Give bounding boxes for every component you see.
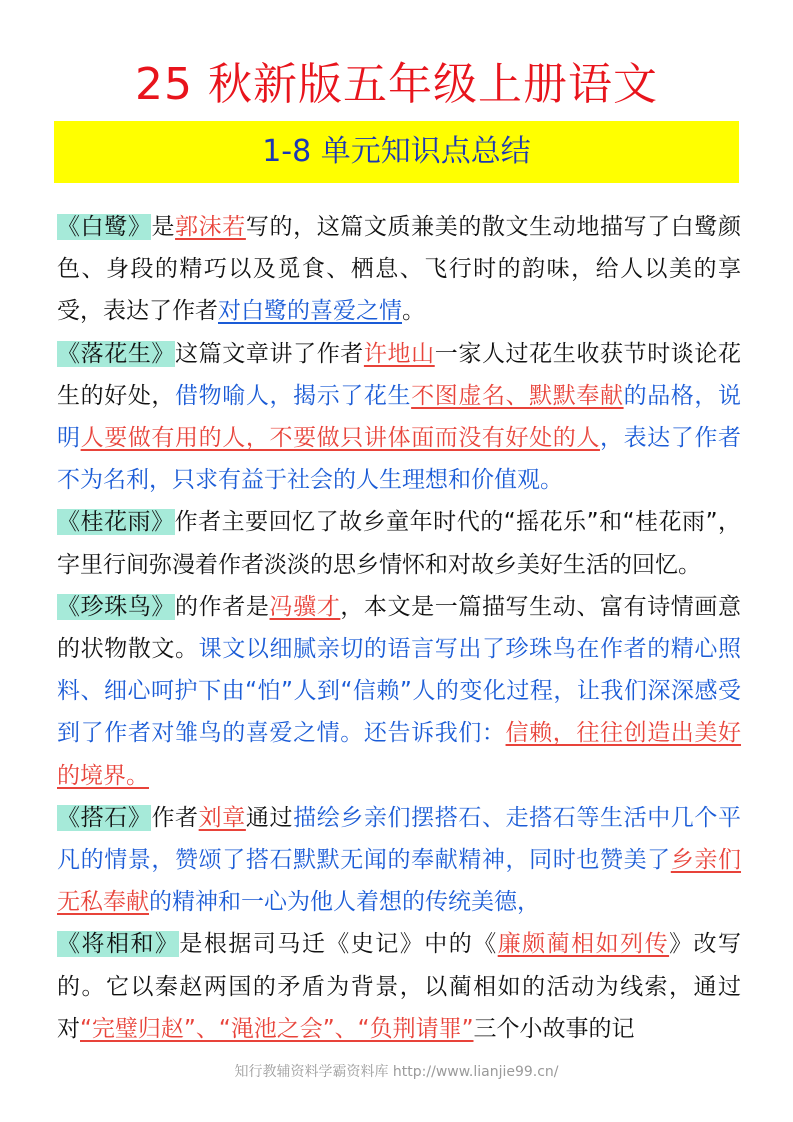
author-liu-zhang: 刘章 — [198, 804, 246, 831]
book-title-zhenzhuniao: 《珍珠鸟》 — [57, 593, 176, 620]
theme-text: 的精神和一心为他人着想的传统美德， — [149, 889, 540, 916]
book-title-luohuasheng: 《落花生》 — [57, 340, 176, 367]
theme-text: ，表达了作者不为名利，只求有益于社会的人生理想和价值观。 — [57, 425, 742, 494]
text: 。 — [402, 298, 425, 325]
text: 的作者是 — [175, 593, 270, 620]
theme-text: 课文以细腻亲切的语言写出了珍珠鸟在作者的精心照料、细心呵护下由“怕”人到“信赖”人的变化过程，让我们深深感受到了作者对雏鸟的喜爱之情。还告诉我们： — [57, 636, 742, 747]
content-body — [57, 206, 741, 1050]
author-feng-jicai: 冯骥才 — [269, 593, 341, 620]
source-highlight: 廉颇蔺相如列传 — [497, 931, 670, 958]
author-xu-dishan: 许地山 — [363, 340, 435, 367]
text: ，本文是一篇描写生动、富有诗情画意的状物散文。 — [57, 593, 742, 663]
stories-highlight: “完璧归赵”、“渑池之会”、“负荆请罪” — [80, 1015, 474, 1042]
text: 三个小故事的记 — [473, 1015, 635, 1042]
theme-text: 的品格，说明 — [57, 382, 742, 452]
book-title-jiangxianghe: 《将相和》 — [57, 931, 180, 958]
subtitle-banner — [54, 121, 739, 183]
page-subtitle: 1-8 单元知识点总结 — [262, 134, 531, 169]
lesson-highlight: 信赖，往往创造出美好的境界。 — [57, 720, 742, 789]
text: 作者 — [151, 804, 199, 831]
quality-highlight: 不图虚名、默默奉献 — [411, 382, 624, 409]
text: 是根据司马迁《史记》中的《 — [179, 931, 498, 958]
theme-text: 借物喻人，揭示了花生 — [175, 382, 412, 409]
paragraph-dashi — [57, 797, 741, 924]
page-title: 25 秋新版五年级上册语文 — [135, 59, 658, 110]
paragraph-guihuayu — [57, 501, 741, 585]
lesson-highlight: 人要做有用的人，不要做只讲体面而没有好处的人 — [80, 425, 600, 452]
theme-text: 描绘乡亲们摆搭石、走搭石等生活中几个平凡的情景，赞颂了搭石默默无闻的奉献精神，同时也赞美了 — [57, 804, 742, 874]
text: 通过 — [245, 804, 294, 831]
text: 一家人过花生收获节时谈论花生的好处， — [57, 340, 742, 409]
paragraph-jiangxianghe — [57, 923, 741, 1050]
paragraph-zhenzhuniao — [57, 586, 741, 797]
text: 写的，这篇文质兼美的散文生动地描写了白鹭颜色、身段的精巧以及觅食、栖息、飞行时的韵味，给人以美的享受，表达了作者 — [57, 214, 742, 325]
text: 》改写的。它以秦赵两国的矛盾为背景，以蔺相如的活动为线索，通过对 — [57, 931, 742, 1042]
text: 是 — [151, 214, 176, 240]
book-title-dashi: 《搭石》 — [57, 804, 152, 831]
book-title-bailu: 《白鹭》 — [57, 214, 152, 240]
paragraph-luohuasheng — [57, 333, 741, 502]
emotion-highlight: 对白鹭的喜爱之情 — [218, 298, 402, 325]
book-title-guihuayu: 《桂花雨》 — [57, 509, 175, 536]
text: 作者主要回忆了故乡童年时代的“摇花乐”和“桂花雨”，字里行间弥漫着作者淡淡的思乡情怀和对故乡美好生活的回忆。 — [57, 509, 741, 578]
text: 这篇文章讲了作者 — [175, 340, 364, 367]
author-guo-moruo: 郭沫若 — [175, 214, 246, 240]
praise-highlight: 乡亲们无私奉献 — [57, 847, 742, 916]
footer-watermark: 知行教辅资料学霸资料库 http://www.lianjie99.cn/ — [234, 1064, 559, 1080]
paragraph-bailu — [57, 206, 741, 333]
